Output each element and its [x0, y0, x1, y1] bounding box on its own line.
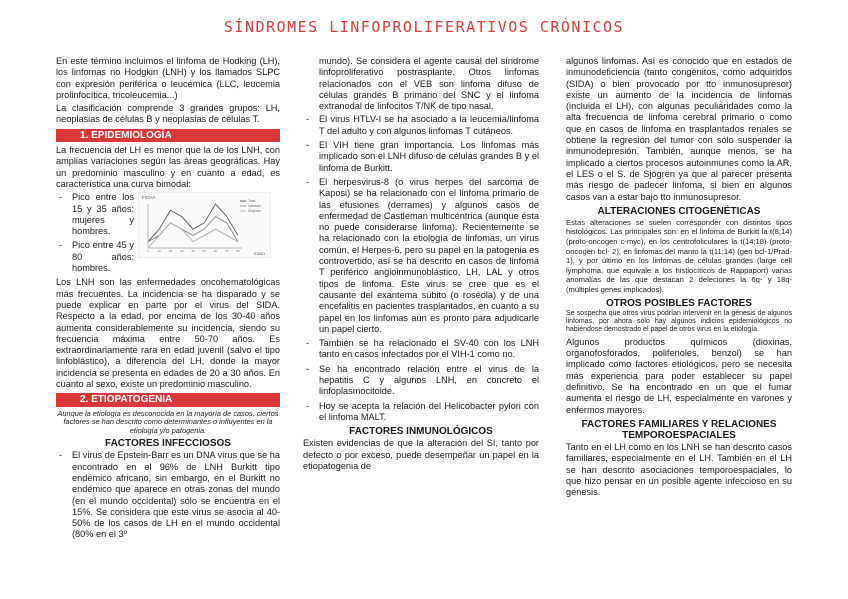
herpes8-item: - El herpesvirus-8 (o virus herpes del sarcoma de Kaposi) se ha relacionado con el linfoma primario de las efusiones (derrames) y algunos casos de enfermedad de Castleman multicéntrica (aunque ésta no puede considerarse linfoma). Recientemente se ha relacionado con la etiología de linfomas, un virus común, el Herpes-6, pero su papel en la patogenia es controvertido, así se ha descrito en casos de linfoma T periférico angioinmunoblástico, LH, LAL y otros tipos de linfoma. Este virus se cree que es el causante del exantema súbito (o roséola) y de una encefalitis en pacientes trasplantados, en cuanto a su papel en los linfomas aún es pronto para adjudicarle un papel cierto.: [303, 177, 539, 335]
immunological-factors-heading: FACTORES INMUNOLÓGICOS: [349, 426, 493, 438]
other-factors-heading: OTROS POSIBLES FACTORES: [606, 297, 752, 309]
chart-x-tick: 30: [180, 249, 184, 253]
chart-x-tick: 50: [202, 249, 206, 253]
chart-legend-label: Varones: [248, 204, 261, 208]
hpylori-item: - Hoy se acepta la relación del Helicobacter pylori con el linfoma MALT.: [303, 401, 539, 424]
chart-x-tick: 40: [191, 249, 195, 253]
ebv-continuation: mundo). Se considera el agente causal del síndrome linfoproliferativo postrasplante. Otros linfomas relacionados con el VEB son linfoma difuso de células grandes B primario del SNC y el linfoma extranodal de linfocitos T/NK de tipo nasal.: [319, 56, 539, 112]
family-factors-heading: FACTORES FAMILIARES Y RELACIONES TEMPOROESPACIALES: [581, 418, 777, 441]
cytogenetic-heading: ALTERACIONES CITOGENÉTICAS: [597, 205, 761, 217]
htlv-item: - El virus HTLV-I se ha asociado a la leucemia/linfoma T del adulto y con algunos linfomas T cutáneos.: [303, 114, 539, 137]
column-2: [303, 56, 539, 474]
sv40-item: - También se ha relacionado el SV-40 con los LNH tanto en casos infectados por el VIH-1 como no.: [303, 338, 539, 361]
immunological-paragraph: Existen evidencias de que la alteración del SI, tanto por defecto o por exceso, puede desempeñar un papel en la etiopatogenia de: [303, 438, 539, 471]
peak-item-1: - Pico entre los 15 y 35 años: mujeres y hombres.: [56, 192, 134, 237]
etiology-note: Aunque la etiología es desconocida en la mayoría de casos, ciertos factores se han descrito como determinantes o influyentes en la etiología y/o patogenia.: [57, 408, 279, 435]
page-title: SÍNDROMES LINFOPROLIFERATIVOS CRÓNICOS: [223, 18, 625, 36]
chart-x-tick: 80: [236, 249, 240, 253]
ebv-item: - El virus de Epstein-Barr es un DNA virus que se ha encontrado en el 96% de LNH Burkitt tipo endémico africano, sin embargo, en el Burkitt no endémico que aparece en otras zonas del mundo (en el mundo occidental) sólo se encuentra en el 15%. Se considera que este virus se asocia al 40-50% de los casos de LH en el mundo occidental (80% en el 3º: [56, 450, 280, 540]
column-3: [566, 56, 792, 500]
chart-x-tick: 10: [157, 249, 161, 253]
family-factors-paragraph: Tanto en el LH como en los LNH se han descrito casos familiares, especialmente en el LH. También en el LH se han descrito asociaciones temporoespaciales, lo que hizo pensar en un posible agente infeccioso en su génesis.: [566, 441, 792, 498]
chart-x-tick: 0: [147, 249, 149, 253]
chart-x-tick: 60: [213, 249, 218, 253]
vih-item: - El VIH tiene gran importancia. Los linfomas más implicado son el LNH difuso de células grandes B y el linfoma de Burkitt.: [303, 140, 539, 174]
chart-title: FICHA: [142, 195, 156, 200]
infectious-factors-heading: FACTORES INFECCIOSOS: [105, 438, 231, 450]
section-etiopatogenia: 2. ETIOPATOGENIA: [56, 393, 280, 406]
other-factors-note: Se sospecha que otros virus podrían intervenir en la génesis de algunos linfomas, por ahora sólo hay algunos indicios epidemiológicos no habiéndose demostrado el papel de otros virus en la etiología.: [566, 309, 792, 334]
chart-x-tick: 70: [225, 249, 229, 253]
classification-paragraph: La clasificación comprende 3 grandes grupos: LH, neoplasias de células B y neoplasias de células T.: [56, 103, 280, 125]
chart-x-tick: 20: [168, 249, 173, 253]
chart-x-label: EDAD: [254, 251, 266, 256]
other-factors-paragraph: Algunos productos químicos (dioxinas, organofosforados, polifenoles, benzol) se han implicado como factores etiológicos, pero se necesita más experiencia para poder establecer su papel definitivo. Se ha encontrado en un que el fumar aumenta el riesgo de LH, especialmente en varones y enfermos mayores.: [566, 336, 792, 415]
epidemiology-paragraph: La frecuencia del LH es menor que la de los LNH, con amplias variaciones según las áreas geográficas. Hay un predominio masculino y en cuanto a edad, es característica una curva bimodal:: [56, 145, 280, 189]
intro-paragraph: En este término incluimos el linfoma de Hodking (LH), los linfomas no Hodgkin (LNH) y los llamados SLPC con expresión periférica o leucémica (LLC, leucemia prolinfocítica, tricoleucemia...): [56, 56, 280, 100]
peak-item-2: - Pico entre 45 y 80 años: hombres.: [56, 240, 134, 274]
age-incidence-chart: [138, 192, 271, 258]
lnh-paragraph: Los LNH son las enfermedades oncohematológicas más frecuentes. La incidencia se ha disparado y se puede explicar en parte por el virus del SIDA. Respecto a la edad, por encima de los 30-40 años aumenta considerablemente su incidencia, siendo su frecuencia máxima entre 50-70 años. Es extraordinariamente rara en edad juvenil (salvo el tipo linfoblástico), a diferencia del LH, donde la mayor incidencia se presenta en edades de 20 a 30 años. En cuanto al sexo, existe un predominio masculino.: [56, 277, 280, 390]
chart-legend-label: Mujeres: [248, 209, 261, 213]
section-epidemiologia: 1. EPIDEMIOLOGÍA: [56, 129, 280, 142]
cytogenetic-paragraph: Estas alteraciones se suelen corresponder con distintos tipos histológicos. Las principales son: en el linfoma de Burkitt la t(8;14) (proto-oncogen c-myc), en los centrofoliculares la t(14;18) (proto-oncogen bcl- 2), en linfomas del manto la t(11;14) (gen bcl-1/Prad-1), y por último en los linfomas de células grandes (large cell lymphoma, que equivale a los histiocíticos de Rappaport) varias anomalías de las que destacan 2 deleciones la 6q- y 18q- (múltiples genes implicados).: [566, 217, 792, 295]
immuno-continuation: algunos linfomas. Así es conocido que en estados de inmunodeficiencia (tanto congénitos, como adquiridos (SIDA) o bien provocado por tto inmunosupresor) existe un aumento de la incidencia de linfomas (incluida el LH), con algunas peculiaridades como la alta frecuencia de linfoma cerebral primario o como que en casos de linfoma en trasplantados renales se obtiene la regresión del tumor con sólo suspender la inmunodepresión. También, aunque menos, se ha implicado a ciertos procesos autoinmunes como la AR, el LES o el S. de Sjögren ya que al parecer presenta más riesgo de padecer linfoma, si bien en algunos casos van a estar bajo tto inmunosupresor.: [566, 56, 792, 202]
column-1: [56, 56, 280, 544]
hcv-item: - Se ha encontrado relación entre el virus de la hepatitis C y algunos LNH, en concreto el linfoplasmocitoide.: [303, 364, 539, 398]
chart-legend-label: Total: [248, 199, 256, 203]
